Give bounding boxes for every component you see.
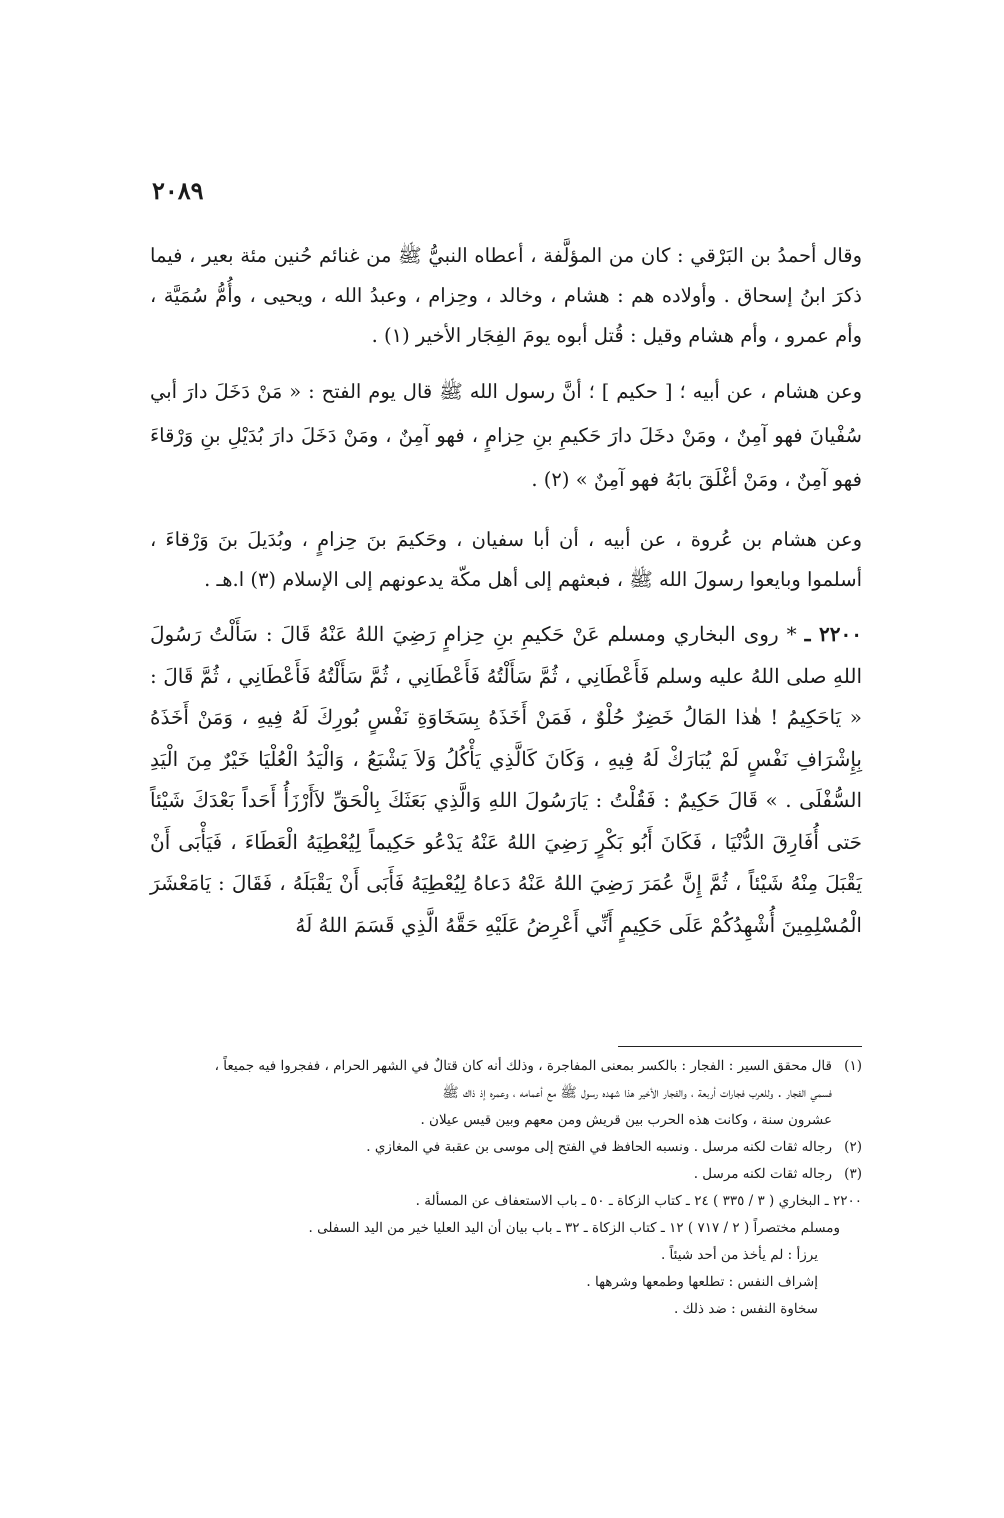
footnote-2 xyxy=(150,1134,862,1161)
hadith-number: ٢٢٠٠ ـ xyxy=(804,622,863,646)
footnote-3 xyxy=(150,1161,862,1188)
hadith-2200 xyxy=(150,614,862,946)
footnote-marker: (١) xyxy=(844,1058,862,1074)
source-marker: ٢٢٠٠ ـ xyxy=(824,1193,862,1209)
paragraph-fath-hadith: وعن هشام ، عن أبيه ؛ [ حكيم ] ؛ أنَّ رسول الله ﷺ قال يوم الفتح : « مَنْ دَخَلَ دارَ أبي سُفْيانَ فهو آمِنٌ ، ومَنْ دخَلَ دارَ حَكيمِ بنِ حِزامٍ ، فهو آمِنٌ ، ومَنْ دَخَلَ دارَ بُدَيْلِ بنِ وَرْقاءَ فهو آمِنٌ ، ومَنْ أغْلَقَ بابَهُ فهو آمِنٌ » (٢) . xyxy=(150,380,862,491)
paragraph-biography: وقال أحمدُ بن البَرْقي : كان من المؤلَّفة ، أعطاه النبيُّ ﷺ من غنائم حُنين مئة بعير ، فيما ذكرَ ابنُ إسحاق . وأولاده هم : هشام ، وخالد ، وحِزام ، وعبدُ الله ، ويحيى ، وأُمُّ سُمَيَّة ، وأم عمرو ، وأم هشام وقيل : قُتل أبوه يومَ الفِجَار الأخير (١) . xyxy=(150,244,862,347)
glossary-line: سخاوة النفس : ضد ذلك . xyxy=(673,1301,818,1317)
source-muslim: ومسلم مختصراً ( ٢ / ٧١٧ ) ١٢ ـ كتاب الزكاة ـ ٣٢ ـ باب بيان أن اليد العليا خير من اليد السفلى . xyxy=(308,1220,840,1236)
footnote-line: رجاله ثقات لكنه مرسل . xyxy=(693,1166,832,1182)
footnote-marker: (٢) xyxy=(844,1139,862,1155)
footnote-line: فسمي الفجار . وللعرب فجارات أربعة ، والفجار الأخير هذا شهده رسول ﷺ مع أعمامه ، وعمره إذ ذاك ﷺ xyxy=(442,1085,832,1101)
source-bukhari xyxy=(150,1188,862,1215)
page-number: ٢٠٨٩ xyxy=(152,176,204,205)
glossary-line: يرزأ : لم يأخذ من أحد شيئاً . xyxy=(660,1247,818,1263)
footnote-line: قال محقق السير : الفجار : بالكسر بمعنى المفاجرة ، وذلك أنه كان قتالٌ في الشهر الحرام ، ففجروا فيه جميعاً ، xyxy=(214,1058,832,1074)
source-bukhari-text: البخاري ( ٣ / ٣٣٥ ) ٢٤ ـ كتاب الزكاة ـ ٥٠ ـ باب الاستعفاف عن المسألة . xyxy=(415,1193,821,1209)
main-text xyxy=(150,236,862,946)
footnote-marker: (٣) xyxy=(844,1166,862,1182)
paragraph-islam-report: وعن هشام بن عُروة ، عن أبيه ، أن أبا سفيان ، وحَكيمَ بنَ حِزامٍ ، وبُدَيلَ بنَ وَرْقاءَ ، أسلموا وبايعوا رسولَ الله ﷺ ، فبعثهم إلى أهل مكّة يدعونهم إلى الإسلام (٣) ا.هـ . xyxy=(150,528,862,591)
hadith-text: * روى البخاري ومسلم عَنْ حَكيمِ بنِ حِزامٍ رَضِيَ اللهُ عَنْهُ قَالَ : سَأَلْتُ رَسُولَ اللهِ صلى اللهُ عليه وسلم فَأَعْطَانِي ، ثُمَّ سَأَلْتُهُ فَأَعْطَانِي ، ثُمَّ سَأَلْتُهُ فَأَعْطَانِي ، ثُمَّ قَالَ : « يَاحَكِيمُ ! هٰذا المَالُ خَضِرٌ حُلْوٌ ، فَمَنْ أَخَذَهُ بِسَخَاوَةِ نَفْسٍ بُورِكَ لَهُ فِيهِ ، وَمَنْ أَخَذَهُ بِإِشْرَافِ نَفْسٍ لَمْ يُبَارَكْ لَهُ فِيهِ ، وَكَانَ كَالَّذِي يَأْكُلُ وَلاَ يَشْبَعُ ، وَالْيَدُ الْعُلْيَا خَيْرٌ مِنَ الْيَدِ السُّفْلَى . » قَالَ حَكِيمٌ : فَقُلْتُ : يَارَسُولَ اللهِ وَالَّذِي بَعَثَكَ بِالْحَقِّ لاَأَرْزَأُ أَحَداً بَعْدَكَ شَيْئاً حَتى أُفَارِقَ الدُّنْيَا ، فَكَانَ أَبُو بَكْرٍ رَضِيَ اللهُ عَنْهُ يَدْعُو حَكِيماً لِيُعْطِيَهُ الْعَطَاءَ ، فَيَأْبَى أَنْ يَقْبَلَ مِنْهُ شَيْئاً ، ثُمَّ إِنَّ عُمَرَ رَضِيَ اللهُ عَنْهُ دَعاهُ لِيُعْطِيَهُ فَأَبَى أَنْ يَقْبَلَهُ ، فَقَالَ : يَامَعْشَرَ الْمُسْلِمِينَ أُشْهِدُكُمْ عَلَى حَكِيمٍ أَنِّي أَعْرِضُ عَلَيْهِ حَقَّهُ الَّذِي قَسَمَ اللهُ لَهُ xyxy=(150,622,862,937)
footnote-1 xyxy=(150,1053,862,1134)
footnotes xyxy=(150,1053,862,1323)
footnote-line: عشرون سنة ، وكانت هذه الحرب بين قريش ومن معهم وبين قيس عيلان . xyxy=(420,1112,832,1128)
footnote-separator xyxy=(618,1046,862,1047)
glossary-line: إشراف النفس : تطلعها وطمعها وشرهها . xyxy=(586,1274,818,1290)
footnote-line: رجاله ثقات لكنه مرسل . ونسبه الحافظ في الفتح إلى موسى بن عقبة في المغازي . xyxy=(366,1139,832,1155)
